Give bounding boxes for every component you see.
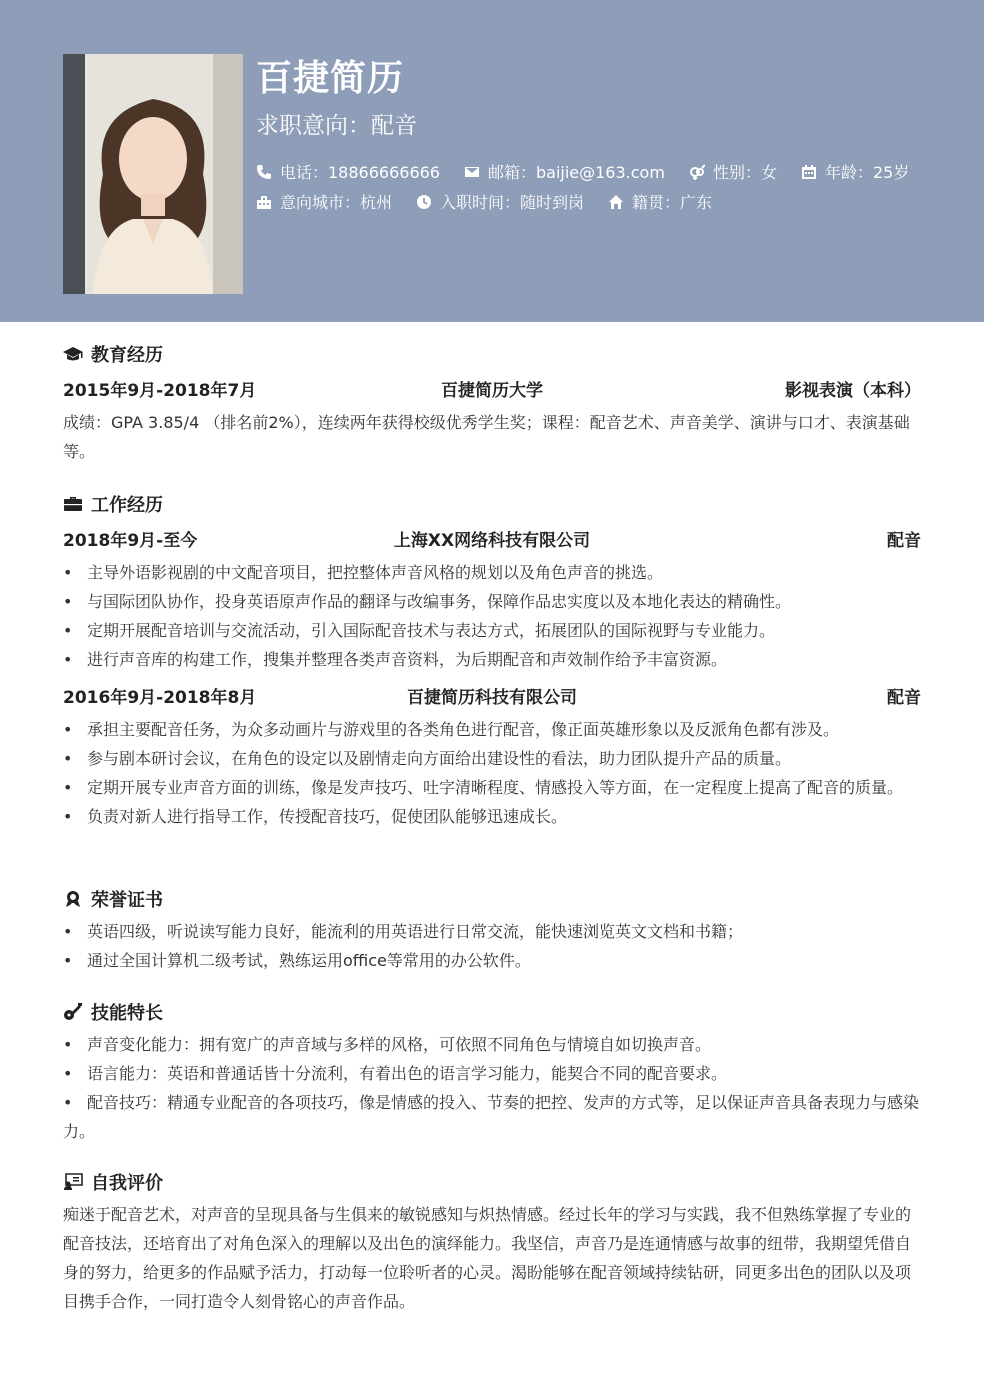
list-item: • 英语四级，听说读写能力良好，能流利的用英语进行日常交流，能快速浏览英文文档和书籍； <box>63 922 744 941</box>
job-entry <box>63 526 921 550</box>
job-date: 2018年9月-至今 <box>63 531 198 551</box>
building-icon <box>256 194 272 210</box>
list-item: • 承担主要配音任务，为众多动画片与游戏里的各类角色进行配音，像正面英雄形象以及反派角色都有涉及。 <box>63 720 840 739</box>
job-date: 2016年9月-2018年8月 <box>63 688 257 708</box>
list-item: • 定期开展配音培训与交流活动，引入国际配音技术与表达方式，拓展团队的国际视野与专业能力。 <box>63 621 776 640</box>
honors-title: 荣誉证书 <box>63 887 921 911</box>
list-item: • 配音技巧：精通专业配音的各项技巧，像是情感的投入、节奏的把控、发声的方式等，足以保证声音具备表现力与感染力。 <box>63 1093 920 1141</box>
education-date: 2015年9月-2018年7月 <box>63 381 257 401</box>
work-section <box>63 492 921 831</box>
resume-name: 百捷简历 <box>256 58 405 99</box>
job-role: 配音 <box>887 688 921 708</box>
list-item: • 进行声音库的构建工作，搜集并整理各类声音资料，为后期配音和声效制作给予丰富资源。 <box>63 650 728 669</box>
job-intent: 求职意向：配音 <box>256 113 417 139</box>
age-info: 年龄：25岁 <box>801 160 909 183</box>
mail-icon <box>464 164 480 180</box>
profile-photo <box>63 54 243 294</box>
city-info: 意向城市：杭州 <box>256 190 392 213</box>
skills-list <box>63 1030 921 1146</box>
company-name: 百捷简历科技有限公司 <box>407 688 577 708</box>
calendar-icon <box>801 164 817 180</box>
work-title: 工作经历 <box>63 492 921 516</box>
clock-icon <box>416 194 432 210</box>
self-eval-title: 自我评价 <box>63 1170 921 1194</box>
self-eval-section <box>63 1170 921 1316</box>
education-section <box>63 342 921 466</box>
list-item: • 主导外语影视剧的中文配音项目，把控整体声音风格的规划以及角色声音的挑选。 <box>63 563 664 582</box>
email-info: 邮箱：baijie@163.com <box>464 160 665 183</box>
phone-info: 电话：18866666666 <box>256 160 440 183</box>
honors-list <box>63 917 921 975</box>
skills-title: 技能特长 <box>63 1000 921 1024</box>
job-role: 配音 <box>887 531 921 551</box>
list-item: • 通过全国计算机二级考试，熟练运用office等常用的办公软件。 <box>63 951 531 970</box>
list-item: • 声音变化能力：拥有宽广的声音域与多样的风格，可依照不同角色与情境自如切换声音。 <box>63 1035 712 1054</box>
honors-section <box>63 887 921 975</box>
home-icon <box>608 194 624 210</box>
education-major: 影视表演（本科） <box>785 381 921 401</box>
list-item: • 参与剧本研讨会议，在角色的设定以及剧情走向方面给出建设性的看法，助力团队提升产品的质量。 <box>63 749 792 768</box>
phone-icon <box>256 164 272 180</box>
skills-section <box>63 1000 921 1146</box>
award-icon <box>63 890 83 908</box>
hometown-info: 籍贯：广东 <box>608 190 712 213</box>
self-eval-desc: 痴迷于配音艺术，对声音的呈现具备与生俱来的敏锐感知与炽热情感。经过长年的学习与实践，我不但熟练掌握了专业的配音技法，还培育出了对角色深入的理解以及出色的演绎能力。我坚信，声音乃是连通情感与故事的纽带，我期望凭借自身的努力，给更多的作品赋予活力，打动每一位聆听者的心灵。渴盼能够在配音领域持续钻研，同更多出色的团队以及项目携手合作，一同打造令人刻骨铭心的声音作品。 <box>63 1205 912 1311</box>
graduation-cap-icon <box>63 345 83 363</box>
job-entry <box>63 683 921 707</box>
education-desc: 成绩：GPA 3.85/4 （排名前2%），连续两年获得校级优秀学生奖；课程：配音艺术、声音美学、演讲与口才、表演基础等。 <box>63 413 910 461</box>
school-name: 百捷简历大学 <box>441 381 543 401</box>
gender-icon <box>689 164 705 180</box>
job-duties-list <box>63 715 921 831</box>
gender-info: 性别：女 <box>689 160 777 183</box>
job-duties-list <box>63 558 921 674</box>
list-item: • 定期开展专业声音方面的训练，像是发声技巧、吐字清晰程度、情感投入等方面，在一定程度上提高了配音的质量。 <box>63 778 904 797</box>
list-item: • 负责对新人进行指导工作，传授配音技巧，促使团队能够迅速成长。 <box>63 807 568 826</box>
education-title: 教育经历 <box>63 342 921 366</box>
guitar-icon <box>63 1003 83 1021</box>
company-name: 上海XX网络科技有限公司 <box>393 531 591 551</box>
header-banner <box>0 0 984 322</box>
start-time-info: 入职时间：随时到岗 <box>416 190 584 213</box>
education-entry <box>63 376 921 400</box>
list-item: • 语言能力：英语和普通话皆十分流利，有着出色的语言学习能力，能契合不同的配音要求。 <box>63 1064 728 1083</box>
briefcase-icon <box>63 495 83 513</box>
chat-user-icon <box>63 1173 83 1191</box>
list-item: • 与国际团队协作，投身英语原声作品的翻译与改编事务，保障作品忠实度以及本地化表达的精确性。 <box>63 592 792 611</box>
